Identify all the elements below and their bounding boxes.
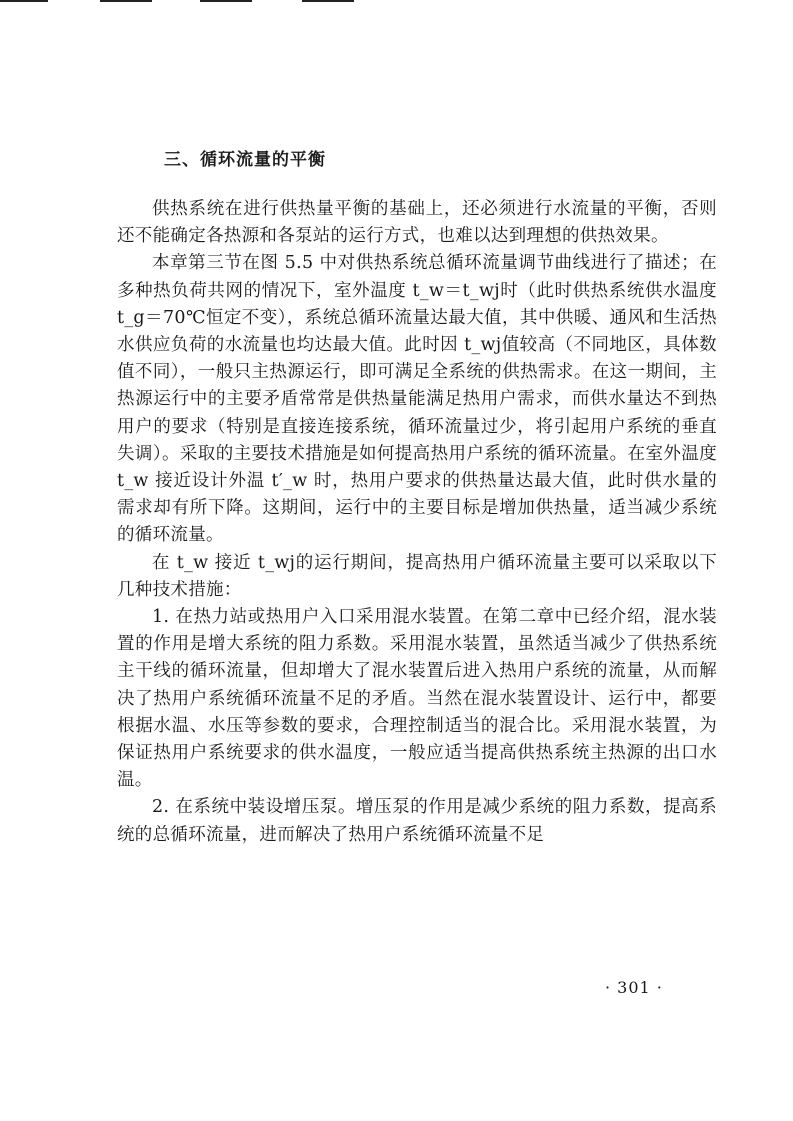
top-rule-3	[200, 0, 252, 2]
top-rule-1	[0, 0, 48, 2]
paragraph-measures-intro: 在 t_w 接近 t_wj的运行期间，提高热用户循环流量主要可以采取以下几种技术措施：	[117, 552, 717, 600]
section-title: 三、循环流量的平衡	[164, 150, 326, 170]
page-number: · 301 ·	[605, 978, 663, 997]
paragraph-flow-curve: 本章第三节在图 5.5 中对供热系统总循环流量调节曲线进行了描述；在多种热负荷共网的情况下，室外温度 t_w＝t_wj时（此时供热系统供水温度 t_g＝70℃恒定不变），系统总循环流量达最大值，其中供暖、通风和生活热水供应负荷的水流量也均达最大值。此时因 t_wj值较高（不同地区，具体数值不同），一般只主热源运行，即可满足全系统的供热需求。在这一期间，主热源运行中的主要矛盾常常是供热量能满足热用户需求，而供水量达不到热用户的要求（特别是直接连接系统，循环流量过少，将引起用户系统的垂直失调）。采取的主要技术措施是如何提高热用户系统的循环流量。在室外温度 t_w 接近设计外温 t′_w 时，热用户要求的供热量达最大值，此时供水量的需求却有所下降。这期间，运行中的主要目标是增加供热量，适当减少系统的循环流量。	[117, 253, 717, 546]
paragraph-measure-2: 2. 在系统中装设增压泵。增压泵的作用是减少系统的阻力系数，提高系统的总循环流量，进而解决了热用户系统循环流量不足	[117, 797, 717, 845]
top-rule-4	[302, 0, 354, 2]
paragraph-intro: 供热系统在进行供热量平衡的基础上，还必须进行水流量的平衡，否则还不能确定各热源和各泵站的运行方式，也难以达到理想的供热效果。	[117, 199, 717, 247]
page-body	[117, 145, 717, 849]
paragraph-measure-1: 1. 在热力站或热用户入口采用混水装置。在第二章中已经介绍，混水装置的作用是增大系统的阻力系数。采用混水装置，虽然适当减少了供热系统主干线的循环流量，但却增大了混水装置后进入热用户系统的流量，从而解决了热用户系统循环流量不足的矛盾。当然在混水装置设计、运行中，都要根据水温、水压等参数的要求，合理控制适当的混合比。采用混水装置，为保证热用户系统要求的供水温度，一般应适当提高供热系统主热源的出口水温。	[117, 607, 717, 791]
top-rule-2	[100, 0, 152, 2]
